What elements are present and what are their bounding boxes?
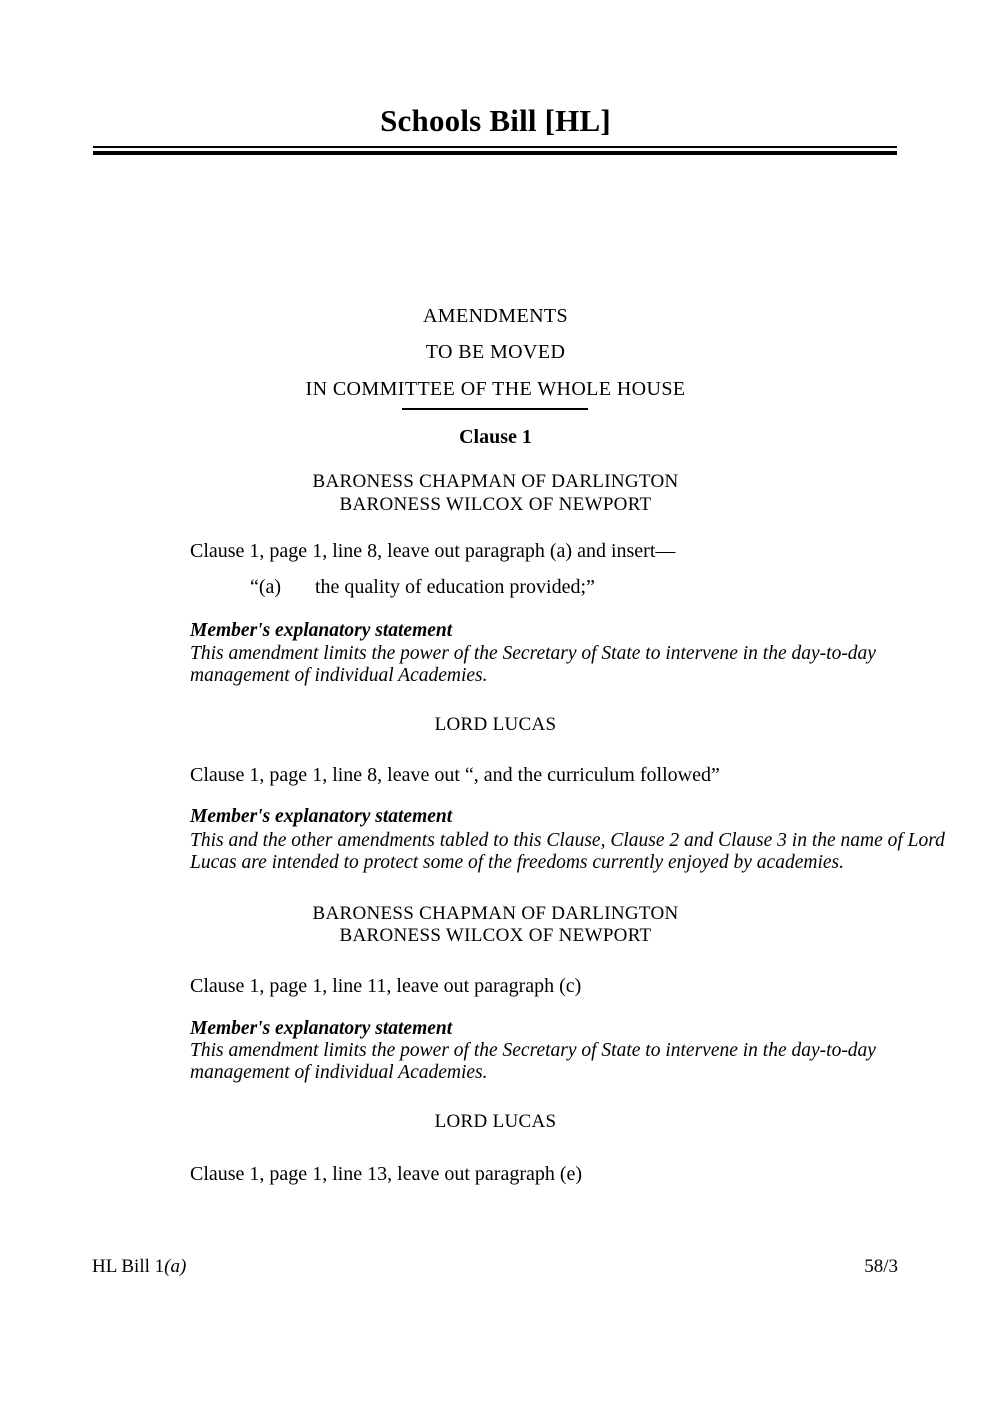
footer-bill-number-suffix: (a) xyxy=(164,1256,187,1277)
amendment-instruction: Clause 1, page 1, line 13, leave out paragraph (e) xyxy=(190,1163,583,1185)
explanatory-statement-heading: Member's explanatory statement xyxy=(190,620,453,641)
inserted-paragraph-marker: “(a) xyxy=(250,576,282,598)
explanatory-statement-text: This and the other amendments tabled to this Clause, Clause 2 and Clause 3 in the name of Lord xyxy=(190,830,945,851)
sponsor-name: BARONESS WILCOX OF NEWPORT xyxy=(339,494,652,515)
explanatory-statement-heading: Member's explanatory statement xyxy=(190,806,453,827)
page-title: Schools Bill [HL] xyxy=(380,103,611,138)
committee-heading: IN COMMITTEE OF THE WHOLE HOUSE xyxy=(305,378,686,400)
explanatory-statement-text: management of individual Academies. xyxy=(190,665,488,686)
sponsor-name: LORD LUCAS xyxy=(434,714,557,735)
sponsor-name: BARONESS WILCOX OF NEWPORT xyxy=(339,925,652,946)
clause-heading: Clause 1 xyxy=(459,426,532,448)
explanatory-statement-text: This amendment limits the power of the Secretary of State to intervene in the day-to-day xyxy=(190,1040,876,1061)
sponsor-name: LORD LUCAS xyxy=(434,1111,557,1132)
to-be-moved-heading: TO BE MOVED xyxy=(425,341,566,363)
sponsor-name: BARONESS CHAPMAN OF DARLINGTON xyxy=(312,471,679,492)
explanatory-statement-heading: Member's explanatory statement xyxy=(190,1018,453,1039)
inserted-paragraph-body: the quality of education provided;” xyxy=(315,576,595,598)
footer-page-ref: 58/3 xyxy=(864,1256,898,1277)
heading-rule xyxy=(402,408,588,410)
amendment-instruction: Clause 1, page 1, line 8, leave out “, and the curriculum followed” xyxy=(190,764,720,786)
amendment-instruction: Clause 1, page 1, line 11, leave out paragraph (c) xyxy=(190,975,582,997)
amendments-heading: AMENDMENTS xyxy=(422,305,569,327)
title-double-rule xyxy=(93,146,897,155)
explanatory-statement-text: Lucas are intended to protect some of the freedoms currently enjoyed by academies. xyxy=(190,852,844,873)
explanatory-statement-text: management of individual Academies. xyxy=(190,1062,488,1083)
amendment-instruction: Clause 1, page 1, line 8, leave out paragraph (a) and insert— xyxy=(190,540,676,562)
explanatory-statement-text: This amendment limits the power of the Secretary of State to intervene in the day-to-day xyxy=(190,643,876,664)
amendment-inserted-text xyxy=(250,576,595,599)
sponsor-name: BARONESS CHAPMAN OF DARLINGTON xyxy=(312,903,679,924)
footer-bill-number: HL Bill 1(a) xyxy=(92,1256,187,1277)
